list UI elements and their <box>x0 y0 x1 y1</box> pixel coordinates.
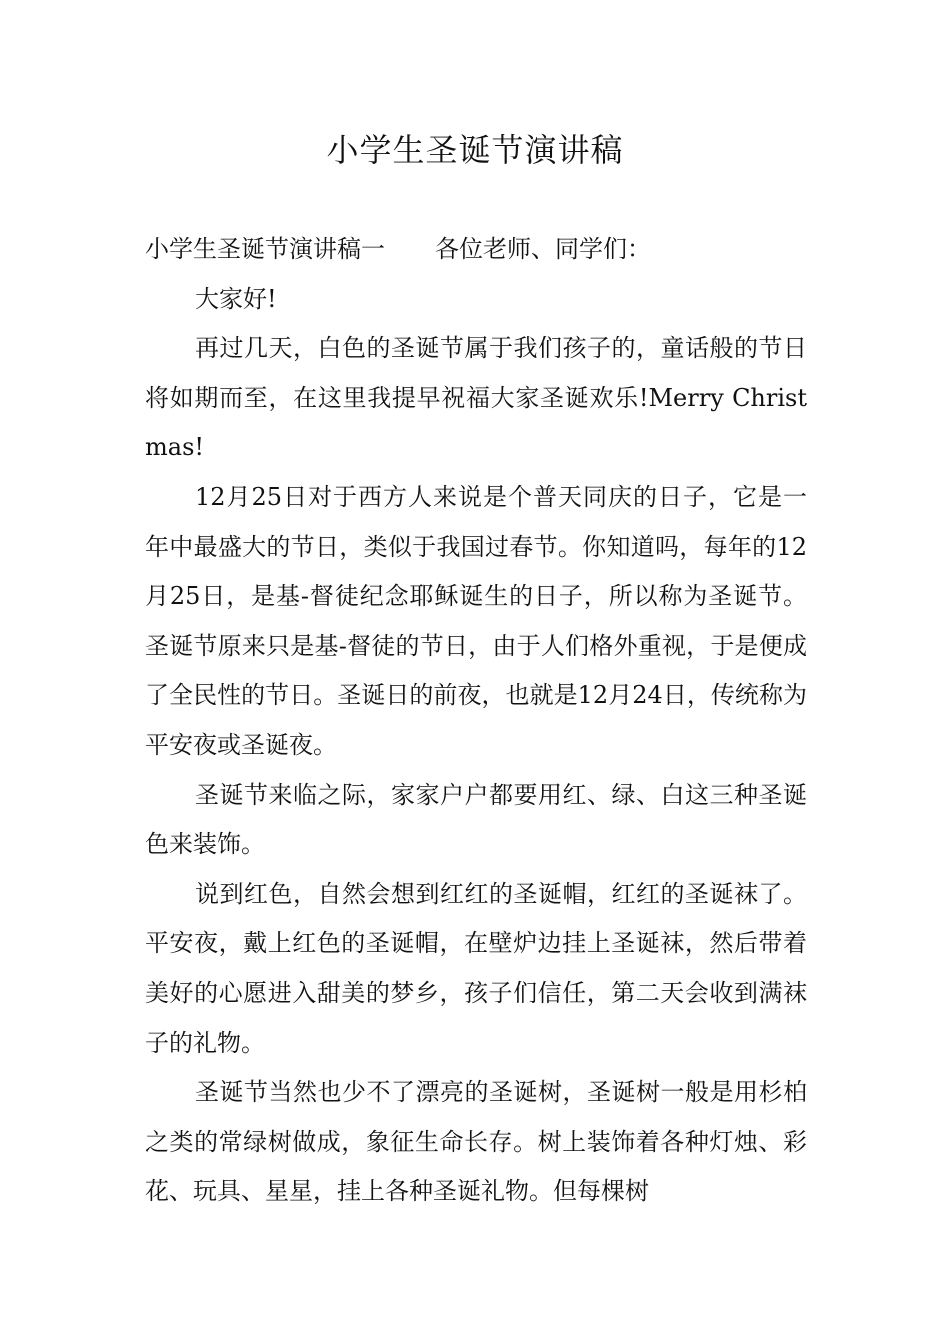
paragraph-red: 说到红色，自然会想到红红的圣诞帽，红红的圣诞袜了。平安夜，戴上红色的圣诞帽，在壁炉边挂上圣诞袜，然后带着美好的心愿进入甜美的梦乡，孩子们信任，第二天会收到满袜子的礼物。 <box>145 879 807 1057</box>
document-body <box>145 225 807 1217</box>
salutation: 各位老师、同学们： <box>435 235 651 263</box>
intro-line <box>145 225 807 275</box>
document-title: 小学生圣诞节演讲稿 <box>326 131 624 169</box>
paragraph-greeting: 大家好! <box>195 284 277 313</box>
paragraph-tree: 圣诞节当然也少不了漂亮的圣诞树，圣诞树一般是用杉柏之类的常绿树做成，象征生命长存。树上装饰着各种灯烛、彩花、玩具、星星，挂上各种圣诞礼物。但每棵树 <box>145 1078 807 1206</box>
paragraph-blessing: 再过几天，白色的圣诞节属于我们孩子的，童话般的节日将如期而至，在这里我提早祝福大家圣诞欢乐!Merry Christmas! <box>145 334 807 462</box>
paragraph-colors: 圣诞节来临之际，家家户户都要用红、绿、白这三种圣诞色来装饰。 <box>145 780 807 859</box>
paragraph-history: 12月25日对于西方人来说是个普天同庆的日子，它是一年中最盛大的节日，类似于我国过春节。你知道吗，每年的12月25日，是基-督徒纪念耶稣诞生的日子，所以称为圣诞节。圣诞节原来只是基-督徒的节日，由于人们格外重视，于是便成了全民性的节日。圣诞日的前夜，也就是12月24日，传统称为平安夜或圣诞夜。 <box>145 482 807 759</box>
intro-heading: 小学生圣诞节演讲稿一 <box>145 235 385 263</box>
